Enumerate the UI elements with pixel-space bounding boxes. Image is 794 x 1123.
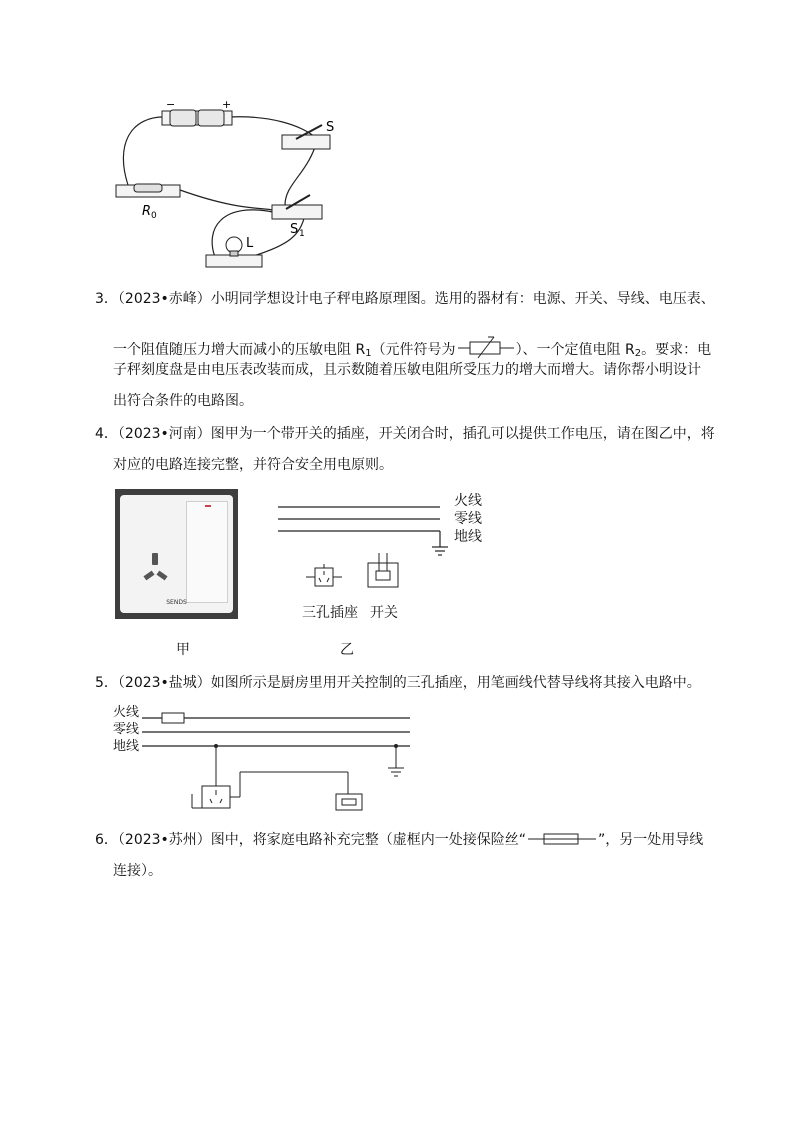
q3-line2-c: ）、一个定值电阻 R bbox=[515, 342, 635, 358]
kitchen-socket-diagram bbox=[140, 704, 420, 814]
q5-live-label: 火线 bbox=[113, 705, 140, 720]
q4-line2: 对应的电路连接完整，并符合安全用电原则。 bbox=[113, 457, 393, 473]
q6-line1 bbox=[95, 830, 703, 850]
q3-line1: 3．（2023•赤峰）小明同学想设计电子秤电路原理图。选用的器材有：电源、开关、导线、电压表、 bbox=[95, 291, 715, 307]
q3-r2-sub: 2 bbox=[634, 348, 642, 359]
caption-jia: 甲 bbox=[176, 642, 190, 658]
r0-label: R bbox=[142, 204, 152, 219]
fuse-symbol bbox=[526, 832, 598, 846]
q3-line4: 出符合条件的电路图。 bbox=[113, 393, 253, 409]
q6-line1-b: ”，另一处用导线 bbox=[598, 832, 704, 848]
q3-line3: 子秤刻度盘是由电压表改装而成，且示数随着压敏电阻所受压力的增大而增大。请你帮小明设计 bbox=[113, 362, 701, 378]
switch-s1-subscript: 1 bbox=[299, 229, 305, 239]
q3-r1-sub: 1 bbox=[365, 348, 372, 359]
switch-s-label: S bbox=[326, 120, 335, 135]
q3-line2-a: 一个阻值随压力增大而减小的压敏电阻 R bbox=[113, 342, 366, 358]
q3-line2-b: （元件符号为 bbox=[371, 342, 456, 358]
battery-plus-label: + bbox=[222, 98, 232, 111]
q4-neutral-label: 零线 bbox=[454, 511, 482, 527]
caption-yi: 乙 bbox=[340, 642, 354, 658]
socket-plate bbox=[120, 495, 233, 613]
q3-line2-d: 。要求：电 bbox=[641, 342, 712, 358]
q4-switch-label: 开关 bbox=[370, 605, 398, 621]
q6-line2: 连接）。 bbox=[113, 863, 162, 879]
socket-photo bbox=[115, 489, 238, 619]
lamp-label: L bbox=[246, 236, 254, 251]
q4-line1: 4．（2023•河南）图甲为一个带开关的插座，开关闭合时，插孔可以提供工作电压，请在图乙中，将 bbox=[95, 426, 715, 442]
q5-line1: 5．（2023•盐城）如图所示是厨房里用开关控制的三孔插座，用笔画线代替导线将其接入电路中。 bbox=[95, 675, 701, 691]
r0-subscript: 0 bbox=[151, 211, 157, 221]
q4-live-label: 火线 bbox=[454, 493, 482, 509]
q5-ground-label: 地线 bbox=[113, 739, 140, 754]
socket-brand: SENDS bbox=[166, 599, 187, 606]
switch-s1-label: S bbox=[290, 222, 299, 237]
q4-ground-label: 地线 bbox=[454, 529, 482, 545]
q4-socket-label: 三孔插座 bbox=[302, 605, 358, 621]
battery-minus-label: − bbox=[166, 98, 176, 111]
q5-neutral-label: 零线 bbox=[113, 722, 140, 737]
varistor-symbol bbox=[458, 334, 514, 360]
circuit-figure-top bbox=[100, 95, 360, 275]
q6-line1-a: 6．（2023•苏州）图中，将家庭电路补充完整（虚框内一处接保险丝“ bbox=[95, 832, 527, 848]
rocker-switch bbox=[186, 501, 228, 603]
